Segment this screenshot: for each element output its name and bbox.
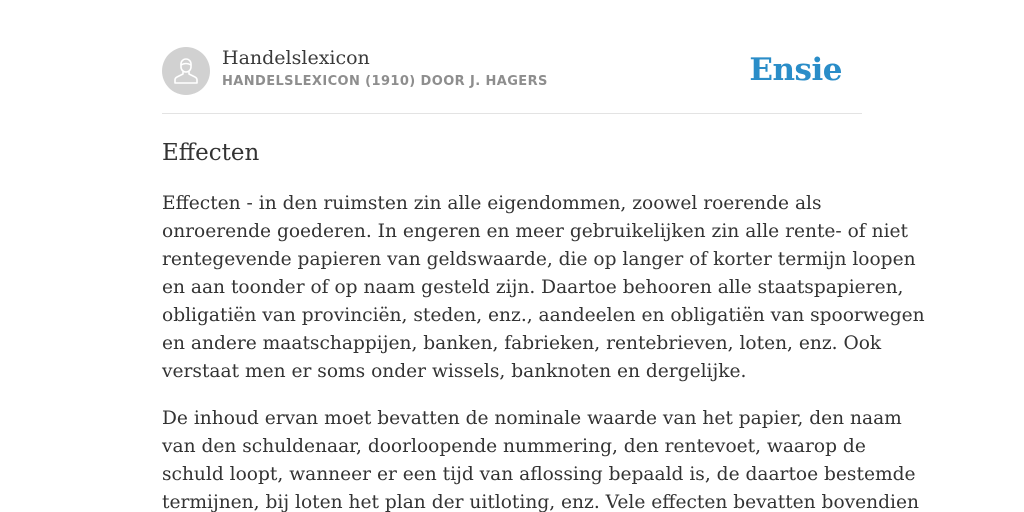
source-subtitle[interactable]: HANDELSLEXICON (1910) DOOR J. HAGERS — [222, 74, 548, 89]
article-title: Effecten — [162, 140, 260, 166]
paragraph-line: obligatiën van provinciën, steden, enz., aandeelen en obligatiën van spoorwegen — [162, 305, 925, 326]
paragraph-line: Effecten - in den ruimsten zin alle eigendommen, zoowel roerende als — [162, 193, 822, 214]
paragraph-line: verstaat men er soms onder wissels, banknoten en dergelijke. — [162, 361, 747, 382]
paragraph-line: rentegevende papieren van geldswaarde, die op langer of korter termijn loopen — [162, 249, 916, 270]
source-title[interactable]: Handelslexicon — [222, 47, 370, 69]
paragraph-line: termijnen, bij loten het plan der uitloting, enz. Vele effecten bevatten bovendien — [162, 492, 919, 512]
article-paragraph — [162, 190, 925, 386]
paragraph-line: onroerende goederen. In engeren en meer gebruikelijken zin alle rente- of niet — [162, 221, 909, 242]
paragraph-line: De inhoud ervan moet bevatten de nominale waarde van het papier, den naam — [162, 408, 902, 429]
user-silhouette-icon — [162, 47, 210, 95]
ensie-logo[interactable]: Ensie — [749, 52, 842, 88]
header-divider — [162, 113, 862, 114]
article-body — [162, 190, 925, 512]
source-header — [162, 46, 862, 96]
article-paragraph — [162, 405, 919, 512]
paragraph-line: van den schuldenaar, doorloopende nummering, den rentevoet, waarop de — [162, 436, 866, 457]
paragraph-line: en aan toonder of op naam gesteld zijn. Daartoe behooren alle staatspapieren, — [162, 277, 904, 298]
paragraph-line: en andere maatschappijen, banken, fabrieken, rentebrieven, loten, enz. Ook — [162, 333, 882, 354]
source-avatar[interactable] — [162, 47, 210, 95]
paragraph-line: schuld loopt, wanneer er een tijd van aflossing bepaald is, de daartoe bestemde — [162, 464, 916, 485]
